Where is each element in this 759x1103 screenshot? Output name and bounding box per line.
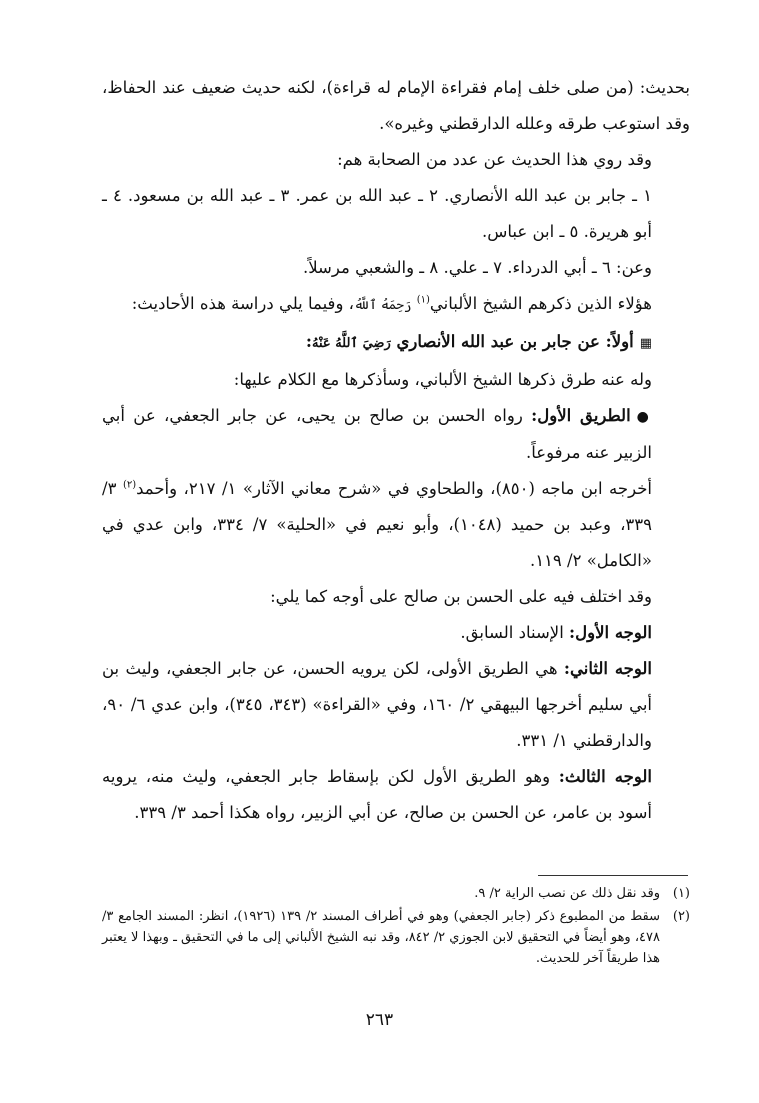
route-1-text: رواه الحسن بن صالح بن يحيى، عن جابر الجعفي، عن أبي الزبير عنه مرفوعاً. [102,406,652,462]
footnotes [102,883,690,971]
footnote-divider [538,875,688,876]
heading-marker-icon: ▦ [639,336,652,351]
footnote-1-text: وقد نقل ذلك عن نصب الراية ٢/ ٩. [474,886,660,901]
variant-2-text: هي الطريق الأولى، لكن يرويه الحسن، عن جابر الجعفي، وليث بن أبي سليم أخرجها البيهقي ٢/ ١٦٠، وفي «القراءة» (٣٤٣، ٣٤٥)، وابن عدي ٦/ ٩٠، والدارقطني ١/ ٣٣١. [102,659,653,750]
intro-text-b: ، وفيما يلي دراسة هذه الأحاديث: [131,294,354,313]
paragraph-1: بحديث: (من صلى خلف إمام فقراءة الإمام له قراءة)، لكنه حديث ضعيف عند الحفاظ، وقد استوعب طرقه وعلله الدارقطني وغيره». [102,78,690,133]
takhrij-text-b: ٣/ ٣٣٩، وعبد بن حميد (١٠٤٨)، وأبو نعيم في «الحلية» ٧/ ٣٣٤، وابن عدي في «الكامل» ٢/ ١١٩. [102,479,652,570]
route-1-label: الطريق الأول: [531,406,631,425]
page-number: ٢٦٣ [365,1010,394,1030]
variant-1-text: الإسناد السابق. [460,623,570,642]
paragraph-variant-3 [102,759,690,831]
footnote-ref-2[interactable]: (٢) [122,479,137,491]
paragraph-variants-intro: وقد اختلف فيه على الحسن بن صالح على أوجه كما يلي: [270,587,652,606]
paragraph-variant-1 [102,615,690,651]
variant-3-text: وهو الطريق الأول لكن بإسقاط جابر الجعفي، وليث منه، يرويه أسود بن عامر، عن الحسن بن صالح، عن أبي الزبير، رواه هكذا أحمد ٣/ ٣٣٩. [102,767,652,822]
bullet-icon: ● [636,409,652,425]
section-heading [102,324,690,362]
heading-honorific: رَضِيَ ٱللَّهُ عَنْهُ [312,336,391,351]
takhrij-text-a: أخرجه ابن ماجه (٨٥٠)، والطحاوي في «شرح معاني الآثار» ١/ ٢١٧، وأحمد [136,479,652,498]
paragraph-intro [102,286,690,324]
main-text [102,70,690,831]
footnote-ref-1[interactable]: (١) [416,294,430,306]
paragraph-routes-intro: وله عنه طرق ذكرها الشيخ الألباني، وسأذكرها مع الكلام عليها: [233,370,652,389]
paragraph-companions-list: ١ ـ جابر بن عبد الله الأنصاري. ٢ ـ عبد الله بن عمر. ٣ ـ عبد الله بن مسعود. ٤ ـ أبو هريرة. ٥ ـ ابن عباس. [102,186,652,241]
footnote-1-number: (١) [672,886,690,901]
heading-end: : [305,332,313,351]
paragraph-variant-2 [102,651,690,759]
variant-3-label: الوجه الثالث: [558,767,652,786]
variant-2-label: الوجه الثاني: [563,659,653,678]
heading-text: أولاً: عن جابر بن عبد الله الأنصاري [396,332,634,351]
variant-1-label: الوجه الأول: [569,623,652,642]
footnote-2 [102,906,690,969]
paragraph-companions-list-2: وعن: ٦ ـ أبي الدرداء. ٧ ـ علي. ٨ ـ والشعبي مرسلاً. [302,258,652,277]
honorific-text: رَحِمَهُ ٱللَّهُ [353,298,412,313]
paragraph-route-1 [102,398,690,471]
intro-text-a: هؤلاء الذين ذكرهم الشيخ الألباني [429,294,652,313]
footnote-1 [102,883,690,904]
footnote-2-number: (٢) [672,909,690,924]
paragraph-2: وقد روي هذا الحديث عن عدد من الصحابة هم: [337,150,652,169]
paragraph-takhrij [102,471,690,579]
footnote-2-text: سقط من المطبوع ذكر (جابر الجعفي) وهو في أطراف المسند ٢/ ١٣٩ (١٩٢٦)، انظر: المسند الجامع ٣/ ٤٧٨، وهو أيضاً في التحقيق لابن الجوزي ٢/ ٨٤٢، وقد نبه الشيخ الألباني إلى ما في التحقيق ـ وبهذا لا يعتبر هذا طريقاً آخر للحديث. [102,909,661,966]
